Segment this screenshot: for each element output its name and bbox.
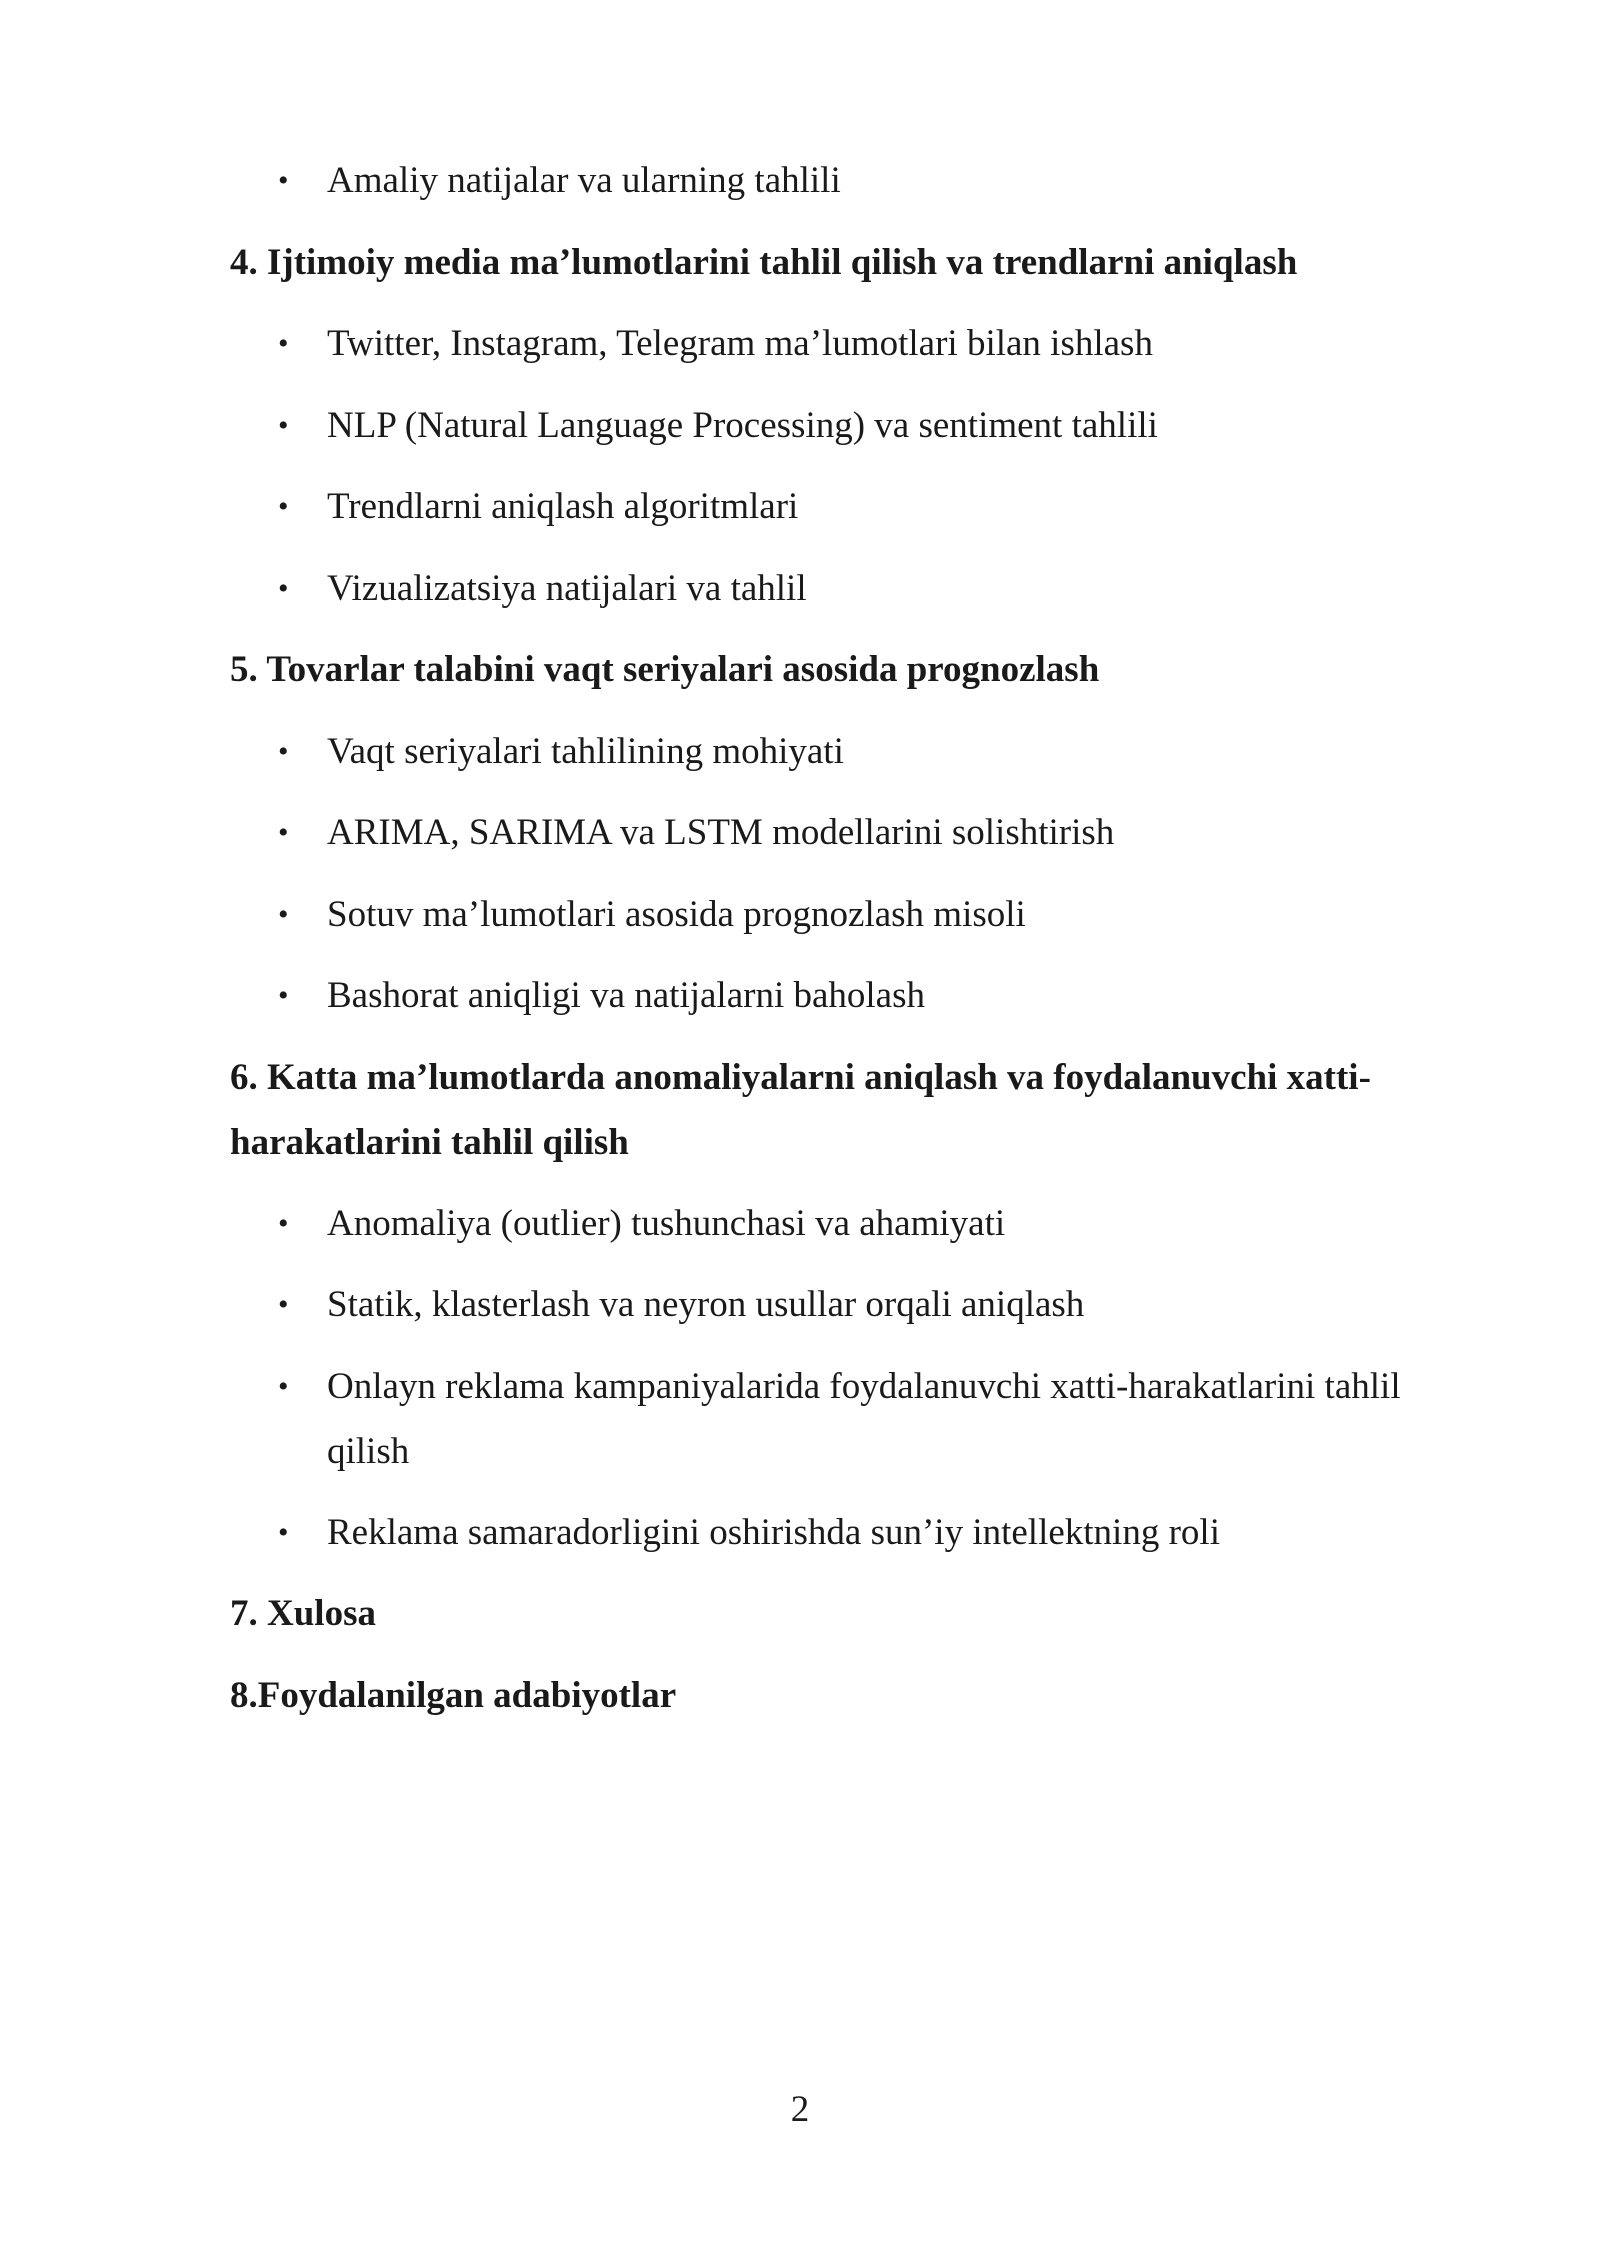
list-item-text: Statik, klasterlash va neyron usullar orqali aniqlash [327,1284,1085,1325]
bullet-marker: • [278,897,289,931]
bullet-marker: • [278,327,289,360]
list-item [230,303,1430,385]
list-item [230,1264,1430,1346]
list-item [230,140,1430,222]
list-item [230,711,1430,793]
page-number: 2 [790,2089,810,2130]
list-item-text: ARIMA, SARIMA va LSTM modellarini solishtirish [327,812,1115,853]
bullet-marker: • [278,1288,289,1321]
bullet-marker: • [278,164,289,197]
bullet-marker: • [278,979,289,1012]
list-item [230,1492,1430,1574]
section-heading: 6. Katta ma’lumotlarda anomaliyalarni aniqlash va foydalanuvchi xatti-harakatlarini tahlil qilish [230,1056,1371,1163]
bullet-marker: • [278,734,289,768]
list-item-text: Twitter, Instagram, Telegram ma’lumotlari bilan ishlash [327,323,1153,364]
list-item-text: Trendlarni aniqlash algoritmlari [327,486,799,527]
list-item-text: Anomaliya (outlier) tushunchasi va ahamiyati [327,1202,1006,1244]
section-heading: 7. Xulosa [230,1593,376,1634]
list-item [230,1346,1430,1492]
list-item [230,548,1430,630]
list-item-text: Vaqt seriyalari tahlilining mohiyati [327,730,844,772]
list-item-text: Bashorat aniqligi va natijalarni baholash [327,975,925,1016]
list-item-text: Sotuv ma’lumotlari asosida prognozlash misoli [327,893,1026,935]
list-item [230,792,1430,874]
bullet-marker: • [278,816,289,849]
list-item-text: Vizualizatsiya natijalari va tahlil [327,567,807,609]
section-heading: 8.Foydalanilgan adabiyotlar [230,1674,677,1716]
table-of-contents [230,140,1430,1736]
list-item [230,385,1430,467]
bullet-marker: • [278,1515,289,1549]
list-item-text: Reklama samaradorligini oshirishda sun’iy intellektning roli [327,1511,1220,1553]
section-heading: 4. Ijtimoiy media ma’lumotlarini tahlil qilish va trendlarni aniqlash [230,241,1298,283]
bullet-marker: • [278,490,289,523]
list-item [230,874,1430,956]
bullet-marker: • [278,571,289,605]
list-item-text: NLP (Natural Language Processing) va sentiment tahlili [327,404,1158,446]
list-item-text: Onlayn reklama kampaniyalarida foydalanuvchi xatti-harakatlarini tahlil qilish [327,1365,1401,1472]
list-item [230,466,1430,548]
bullet-marker: • [278,408,289,442]
bullet-marker: • [278,1369,289,1403]
section-heading: 5. Tovarlar talabini vaqt seriyalari asosida prognozlash [230,649,1100,690]
bullet-marker: • [278,1206,289,1240]
list-item [230,1183,1430,1265]
list-item-text: Amaliy natijalar va ularning tahlili [327,160,841,201]
list-item [230,955,1430,1037]
